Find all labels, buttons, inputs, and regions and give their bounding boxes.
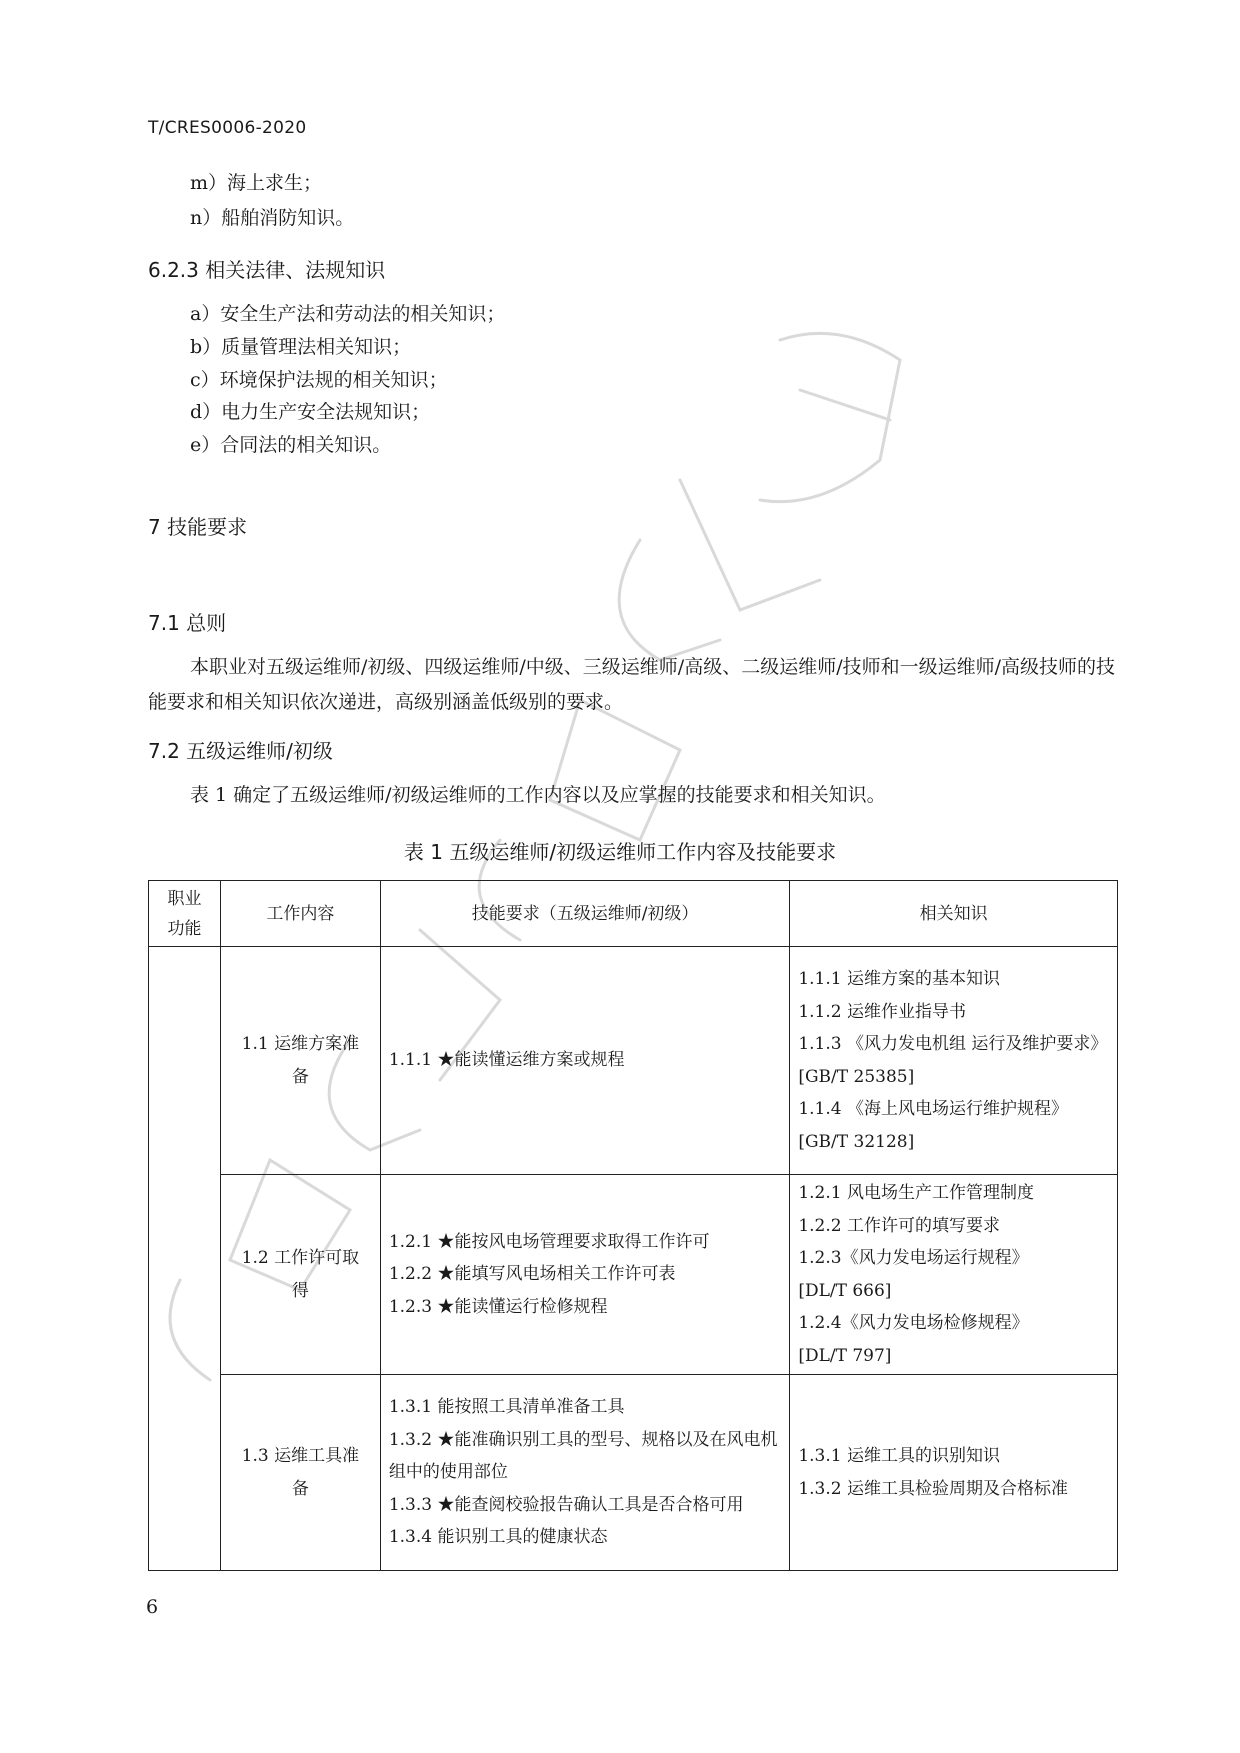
knowledge-line: 1.1.1 运维方案的基本知识 <box>798 969 1000 989</box>
knowledge-line: 1.1.4 《海上风电场运行维护规程》 <box>798 1099 1068 1119</box>
knowledge-line: 1.1.3 《风力发电机组 运行及维护要求》 <box>798 1034 1108 1054</box>
skill-cell <box>380 1175 790 1375</box>
table-row <box>149 1375 1118 1571</box>
page-number: 6 <box>146 1596 159 1618</box>
section-heading-6-2-3: 6.2.3 相关法律、法规知识 <box>148 258 386 282</box>
list-item: b）质量管理法相关知识； <box>190 336 412 358</box>
header-knowledge: 相关知识 <box>790 881 1118 947</box>
function-cell <box>149 947 221 1571</box>
knowledge-cell <box>790 947 1118 1175</box>
knowledge-line: 1.2.4《风力发电场检修规程》 <box>798 1313 1029 1333</box>
knowledge-line: 1.3.1 运维工具的识别知识 <box>798 1446 1000 1466</box>
skill-cell <box>380 1375 790 1571</box>
section-heading-7: 7 技能要求 <box>148 515 248 539</box>
document-code: T/CRES0006-2020 <box>148 118 307 138</box>
content-cell: 1.3 运维工具准备 <box>220 1375 380 1571</box>
list-item: c）环境保护法规的相关知识； <box>190 369 448 391</box>
skills-table <box>148 880 1118 1571</box>
knowledge-line: 1.2.3《风力发电场运行规程》 <box>798 1248 1029 1268</box>
knowledge-line: [DL/T 797] <box>798 1345 892 1366</box>
knowledge-cell <box>790 1375 1118 1571</box>
table-row <box>149 947 1118 1175</box>
paragraph-7-2: 表 1 确定了五级运维师/初级运维师的工作内容以及应掌握的技能要求和相关知识。 <box>190 784 886 806</box>
table-row <box>149 1175 1118 1375</box>
knowledge-line: 1.2.1 风电场生产工作管理制度 <box>798 1183 1034 1203</box>
skill-line: 1.2.1 ★能按风电场管理要求取得工作许可 <box>388 1231 710 1252</box>
knowledge-line: 1.2.2 工作许可的填写要求 <box>798 1215 1000 1236</box>
header-function-label: 职业功能 <box>167 888 202 939</box>
skill-line: 1.3.1 能按照工具清单准备工具 <box>388 1397 625 1418</box>
knowledge-cell <box>790 1175 1118 1375</box>
skill-line: 1.1.1 ★能读懂运维方案或规程 <box>388 1050 625 1071</box>
paragraph-7-1: 本职业对五级运维师/初级、四级运维师/中级、三级运维师/高级、二级运维师/技师和一级运维师/高级技师的技能要求和相关知识依次递进，高级别涵盖低级别的要求。 <box>148 656 1116 713</box>
list-item: m）海上求生； <box>190 172 323 194</box>
section-heading-7-2: 7.2 五级运维师/初级 <box>148 739 333 763</box>
knowledge-line: [DL/T 666] <box>798 1280 892 1301</box>
list-item: d）电力生产安全法规知识； <box>190 401 431 423</box>
content-cell: 1.1 运维方案准备 <box>220 947 380 1175</box>
skill-line: 1.3.2 ★能准确识别工具的型号、规格以及在风电机组中的使用部位 <box>388 1429 778 1483</box>
table-header-row <box>149 881 1118 947</box>
header-content: 工作内容 <box>220 881 380 947</box>
content-cell: 1.2 工作许可取得 <box>220 1175 380 1375</box>
list-item: n）船舶消防知识。 <box>190 207 355 229</box>
skill-line: 1.3.4 能识别工具的健康状态 <box>388 1527 608 1548</box>
knowledge-line: 1.1.2 运维作业指导书 <box>798 1001 966 1022</box>
skill-cell <box>380 947 790 1175</box>
knowledge-line: 1.3.2 运维工具检验周期及合格标准 <box>798 1478 1068 1499</box>
list-item: a）安全生产法和劳动法的相关知识； <box>190 303 506 325</box>
header-function <box>149 881 221 947</box>
skill-line: 1.3.3 ★能查阅校验报告确认工具是否合格可用 <box>388 1494 744 1515</box>
knowledge-line: [GB/T 32128] <box>798 1131 915 1152</box>
skill-line: 1.2.2 ★能填写风电场相关工作许可表 <box>388 1264 676 1285</box>
list-item: e）合同法的相关知识。 <box>190 434 392 456</box>
skill-line: 1.2.3 ★能读懂运行检修规程 <box>388 1296 608 1317</box>
section-heading-7-1: 7.1 总则 <box>148 611 227 635</box>
table-caption: 表 1 五级运维师/初级运维师工作内容及技能要求 <box>403 840 837 864</box>
knowledge-line: [GB/T 25385] <box>798 1066 915 1087</box>
header-skill: 技能要求（五级运维师/初级） <box>380 881 790 947</box>
